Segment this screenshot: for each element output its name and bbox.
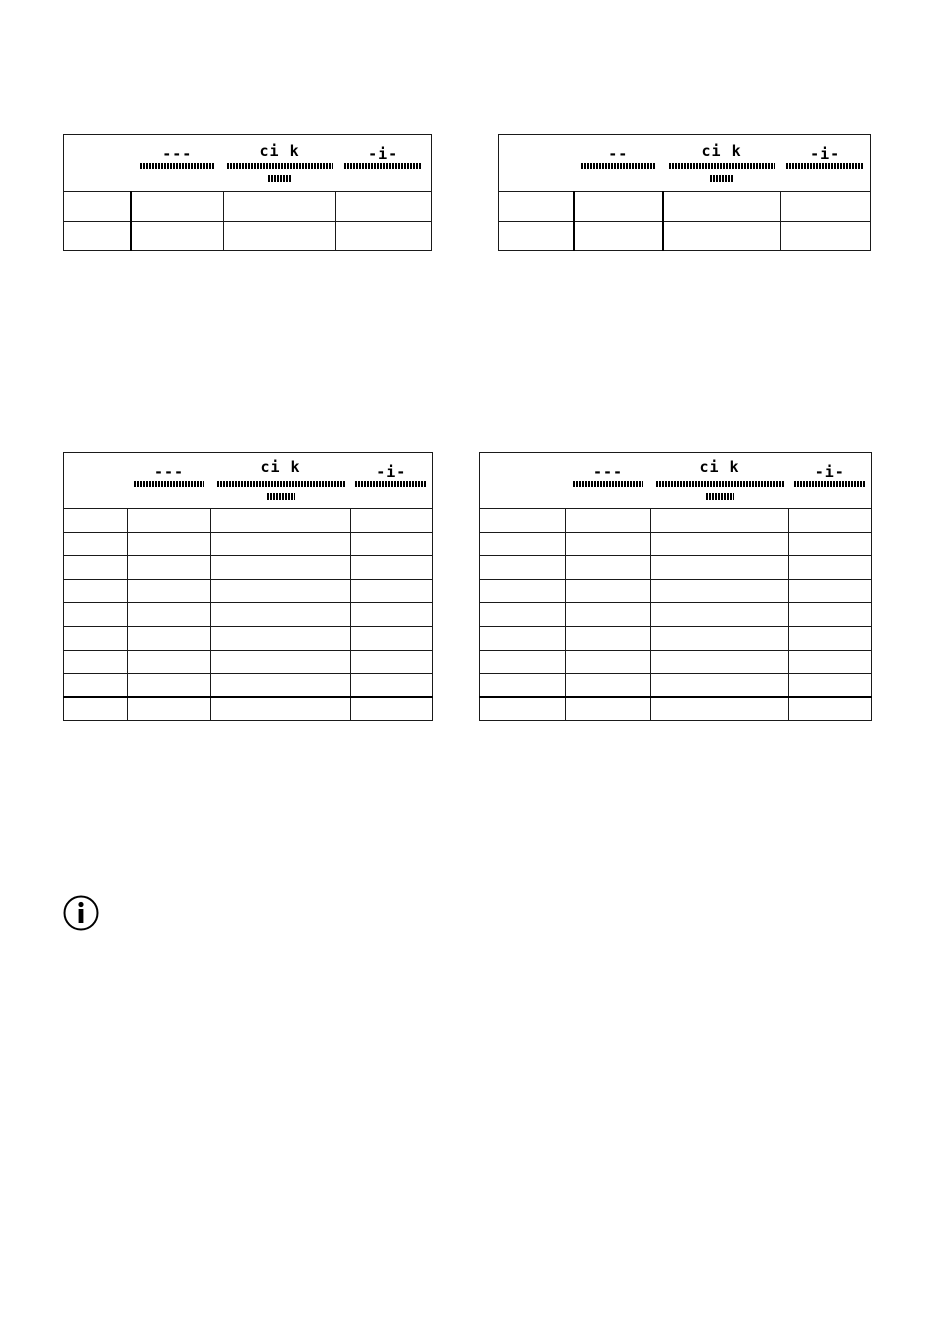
cell: [64, 509, 128, 533]
cell: [789, 509, 872, 533]
cell: [211, 674, 351, 698]
cell: [574, 222, 663, 251]
cell: [64, 650, 128, 674]
header-label: ---: [592, 463, 624, 481]
cell: [480, 626, 566, 650]
cell: [480, 650, 566, 674]
header-col-plus: [335, 135, 431, 192]
cell: [651, 697, 789, 721]
cell: [128, 650, 211, 674]
cell: [64, 603, 128, 627]
dotted-bar: [794, 481, 866, 487]
dotted-bar: [355, 481, 427, 487]
header-label: -i-: [814, 463, 845, 481]
cell: [128, 674, 211, 698]
cell: [651, 509, 789, 533]
table-bottom-right: [479, 452, 872, 721]
cell: [566, 626, 651, 650]
cell: [64, 697, 128, 721]
cell: [211, 579, 351, 603]
cell: [351, 579, 433, 603]
header-label: ci k: [699, 458, 740, 476]
cell: [789, 697, 872, 721]
cell: [651, 674, 789, 698]
header-col-plus: [780, 135, 870, 192]
cell: [224, 222, 335, 251]
dotted-bar: [344, 163, 422, 169]
header-col-ok: [224, 135, 335, 192]
cell: [789, 532, 872, 556]
cell: [480, 509, 566, 533]
cell: [351, 603, 433, 627]
cell: [651, 603, 789, 627]
header-label: ---: [153, 463, 185, 481]
cell: [480, 556, 566, 580]
cell: [574, 192, 663, 222]
header-label: -i-: [376, 463, 407, 481]
header-label: ci k: [259, 142, 300, 160]
cell: [211, 603, 351, 627]
header-col-minus: [566, 453, 651, 509]
dotted-bar: [656, 481, 784, 487]
cell: [131, 222, 224, 251]
header-col-ok: [651, 453, 789, 509]
cell: [64, 192, 131, 222]
cell: [789, 556, 872, 580]
cell: [224, 192, 335, 222]
cell: [351, 626, 433, 650]
cell: [651, 626, 789, 650]
cell: [64, 222, 131, 251]
header-label: -i-: [368, 145, 399, 163]
dotted-bar: [134, 481, 204, 487]
cell: [480, 674, 566, 698]
dotted-bar: [581, 163, 655, 169]
cell: [566, 579, 651, 603]
header-col-ok: [663, 135, 780, 192]
cell: [128, 626, 211, 650]
cell: [789, 603, 872, 627]
cell: [663, 222, 780, 251]
cell: [64, 579, 128, 603]
cell: [351, 532, 433, 556]
cell: [211, 697, 351, 721]
dotted-bar: [227, 163, 333, 169]
cell: [566, 509, 651, 533]
cell: [789, 674, 872, 698]
dotted-bar: [669, 163, 775, 169]
header-label: ci k: [701, 142, 742, 160]
cell: [480, 579, 566, 603]
header-label: -i-: [810, 145, 841, 163]
cell: [566, 603, 651, 627]
cell: [211, 626, 351, 650]
header-col-plus: [351, 453, 433, 509]
cell: [351, 650, 433, 674]
cell: [480, 532, 566, 556]
cell: [351, 674, 433, 698]
cell: [335, 192, 431, 222]
dotted-bar: [217, 481, 345, 487]
cell: [780, 192, 870, 222]
cell: [128, 532, 211, 556]
cell: [480, 603, 566, 627]
cell: [335, 222, 431, 251]
cell: [499, 192, 574, 222]
cell: [64, 674, 128, 698]
header-col-ok: [211, 453, 351, 509]
header-label: ---: [162, 145, 193, 163]
cell: [128, 556, 211, 580]
dotted-bar: [786, 163, 864, 169]
header-col-plus: [789, 453, 872, 509]
cell: [211, 556, 351, 580]
cell: [789, 650, 872, 674]
cell: [131, 192, 224, 222]
cell: [651, 650, 789, 674]
cell: [566, 650, 651, 674]
cell: [480, 697, 566, 721]
header-label: ci k: [260, 458, 301, 476]
cell: [651, 579, 789, 603]
header-empty-cell: [64, 135, 131, 192]
info-icon: [63, 895, 99, 931]
cell: [663, 192, 780, 222]
cell: [351, 556, 433, 580]
header-label: --: [608, 145, 629, 163]
cell: [128, 579, 211, 603]
dotted-bar: [573, 481, 643, 487]
cell: [128, 509, 211, 533]
header-empty-cell: [499, 135, 574, 192]
cell: [211, 532, 351, 556]
cell: [566, 532, 651, 556]
cell: [211, 650, 351, 674]
cell: [128, 697, 211, 721]
cell: [351, 509, 433, 533]
cell: [566, 697, 651, 721]
cell: [128, 603, 211, 627]
dotted-bar: [710, 175, 734, 182]
table-top-left: [63, 134, 432, 251]
dotted-bar: [140, 163, 214, 169]
cell: [651, 532, 789, 556]
table-bottom-left: [63, 452, 433, 721]
cell: [789, 626, 872, 650]
cell: [789, 579, 872, 603]
header-col-minus: [574, 135, 663, 192]
cell: [64, 556, 128, 580]
cell: [651, 556, 789, 580]
cell: [211, 509, 351, 533]
dotted-bar: [268, 175, 292, 182]
header-col-minus: [128, 453, 211, 509]
table-top-right: [498, 134, 871, 251]
cell: [64, 626, 128, 650]
header-col-minus: [131, 135, 224, 192]
dotted-bar: [706, 493, 734, 500]
cell: [780, 222, 870, 251]
dotted-bar: [267, 493, 295, 500]
header-empty-cell: [64, 453, 128, 509]
header-empty-cell: [480, 453, 566, 509]
cell: [351, 697, 433, 721]
cell: [566, 674, 651, 698]
cell: [64, 532, 128, 556]
cell: [566, 556, 651, 580]
cell: [499, 222, 574, 251]
